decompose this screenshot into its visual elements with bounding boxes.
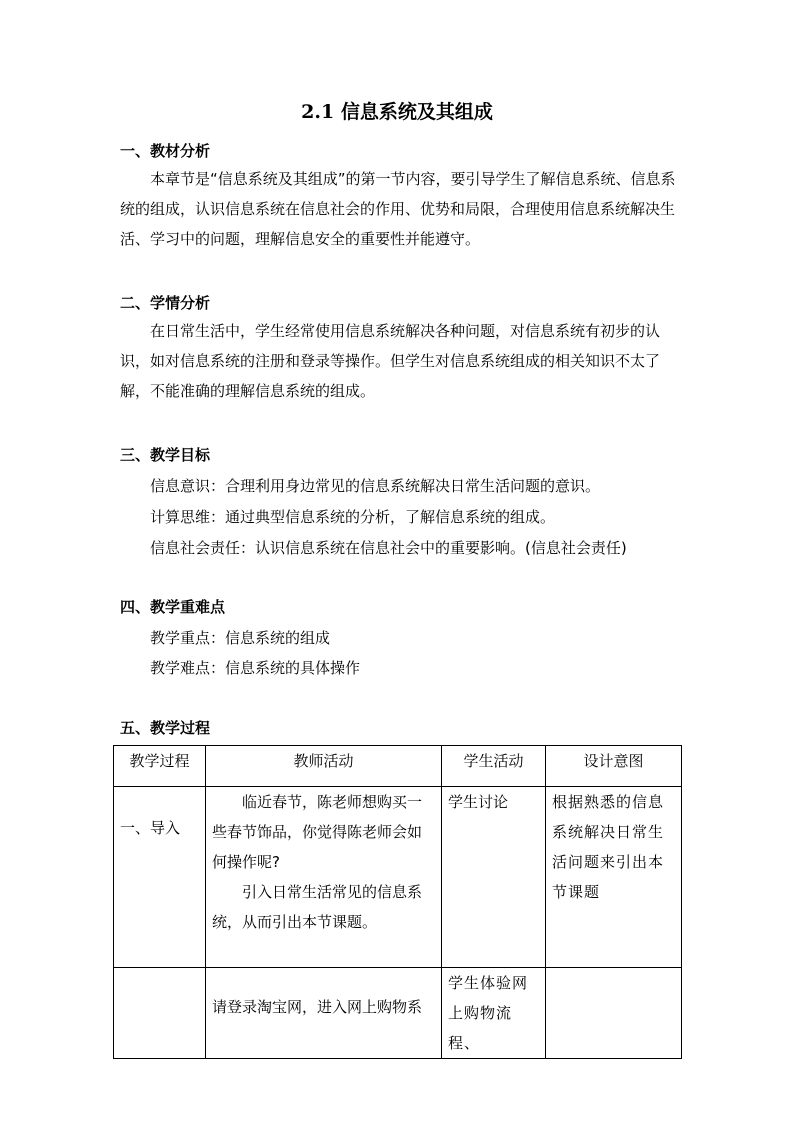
goal-line: 信息意识：合理利用身边常见的信息系统解决日常生活问题的意识。 [150, 477, 601, 495]
section-heading-learner-analysis: 二、学情分析 [120, 294, 211, 312]
stage-cell [114, 968, 206, 1059]
table-header-cell: 学生活动 [442, 746, 546, 787]
goal-line: 计算思维：通过典型信息系统的分析，了解信息系统的组成。 [150, 508, 556, 526]
table-header-cell: 教学过程 [114, 746, 206, 787]
teacher-activity-cell [206, 787, 442, 968]
student-activity-cell: 学生体验网上购物流程、 [442, 968, 546, 1059]
table-header-cell: 设计意图 [546, 746, 682, 787]
design-intent-cell [546, 968, 682, 1059]
teacher-activity-text: 临近春节，陈老师想购买一些春节饰品，你觉得陈老师会如何操作呢? [212, 793, 423, 871]
key-point-line: 教学重点：信息系统的组成 [150, 629, 331, 647]
table-header-cell: 教师活动 [206, 746, 442, 787]
student-activity-cell: 学生讨论 [442, 787, 546, 968]
design-intent-cell: 根据熟悉的信息系统解决日常生活问题来引出本节课题 [546, 787, 682, 968]
teaching-process-table [113, 745, 682, 1059]
difficulty-line: 教学难点：信息系统的具体操作 [150, 659, 361, 677]
document-title: 2.1 信息系统及其组成 [301, 101, 493, 123]
stage-cell: 一、导入 [114, 787, 206, 968]
section-heading-key-points: 四、教学重难点 [120, 598, 226, 616]
section-heading-textbook-analysis: 一、教材分析 [120, 142, 211, 160]
table-row [114, 968, 682, 1059]
table-header-row [114, 746, 682, 787]
teacher-activity-cell: 请登录淘宝网，进入网上购物系 [206, 968, 442, 1059]
section-heading-teaching-process: 五、教学过程 [120, 719, 211, 737]
section-heading-teaching-goals: 三、教学目标 [120, 446, 211, 464]
learner-analysis-paragraph: 在日常生活中，学生经常使用信息系统解决各种问题，对信息系统有初步的认识，如对信息系统的注册和登录等操作。但学生对信息系统组成的相关知识不太了解，不能准确的理解信息系统的组成。 [120, 322, 661, 400]
teacher-activity-text: 引入日常生活常见的信息系统，从而引出本节课题。 [212, 883, 423, 931]
goal-line: 信息社会责任：认识信息系统在信息社会中的重要影响。(信息社会责任) [150, 539, 627, 557]
table-row [114, 787, 682, 968]
textbook-analysis-paragraph: 本章节是“信息系统及其组成”的第一节内容，要引导学生了解信息系统、信息系统的组成，认识信息系统在信息社会的作用、优势和局限，合理使用信息系统解决生活、学习中的问题，理解信息安全的重要性并能遵守。 [120, 170, 676, 248]
